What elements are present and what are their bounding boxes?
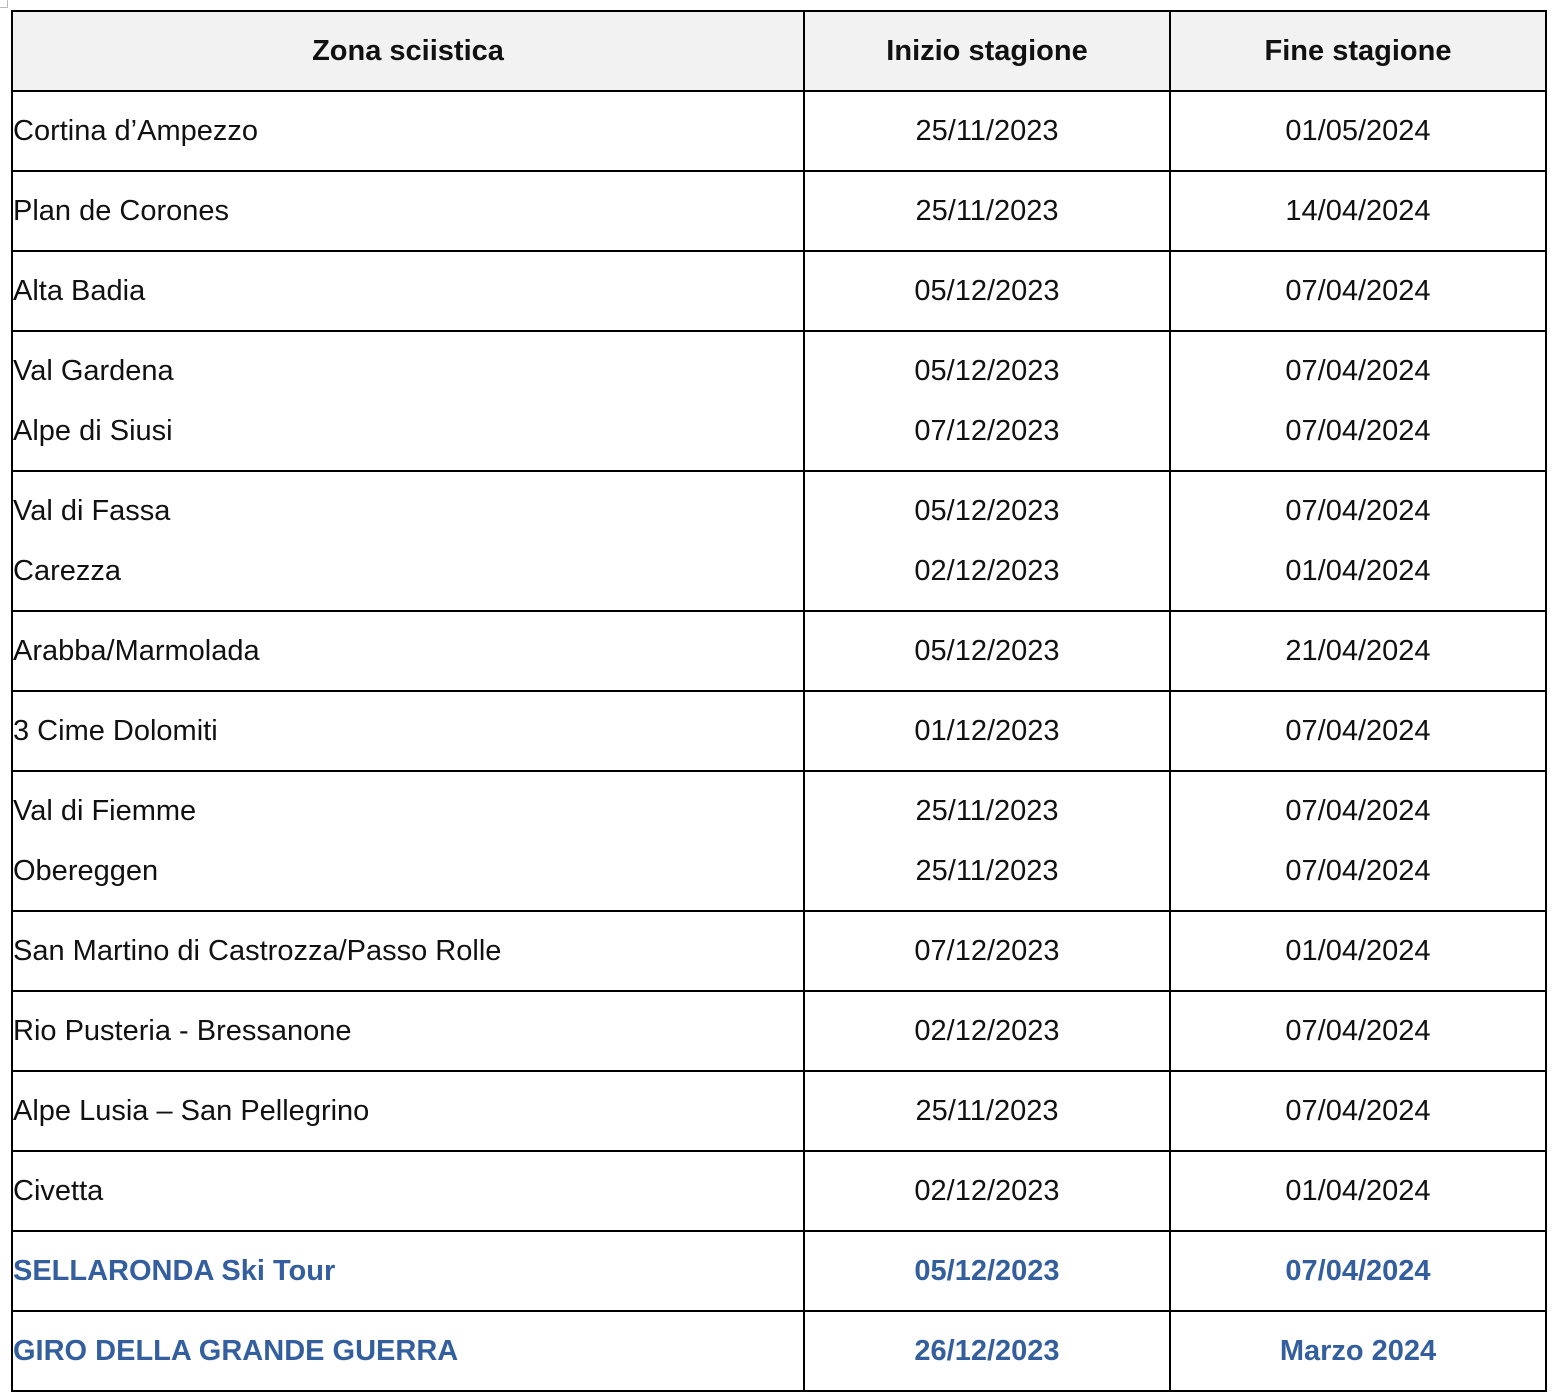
header-fine-stagione: Fine stagione — [1170, 11, 1546, 91]
table-row — [12, 471, 1546, 611]
end-date: 01/04/2024 — [1285, 1175, 1431, 1207]
table-header — [12, 11, 1546, 91]
end-date: 07/04/2024 — [1285, 715, 1431, 747]
table-row — [12, 611, 1546, 691]
end-date-cell — [1170, 251, 1546, 331]
end-date-cell — [1170, 1311, 1546, 1391]
start-date: 05/12/2023 — [914, 275, 1060, 307]
end-date-cell — [1170, 471, 1546, 611]
end-date-cell — [1170, 331, 1546, 471]
end-date-cell — [1170, 1071, 1546, 1151]
zone-name: GIRO DELLA GRANDE GUERRA — [13, 1335, 459, 1367]
end-date: 07/04/2024 — [1285, 1095, 1431, 1127]
table-row — [12, 91, 1546, 171]
start-date-cell — [804, 171, 1170, 251]
start-date-cell — [804, 471, 1170, 611]
table-row — [12, 1311, 1546, 1391]
end-date-cell — [1170, 691, 1546, 771]
zone-name: Arabba/Marmolada — [13, 635, 260, 667]
start-date-cell — [804, 611, 1170, 691]
start-date: 25/11/2023 — [915, 1095, 1059, 1127]
zone-cell — [12, 1311, 804, 1391]
start-date: 05/12/2023 — [914, 495, 1060, 527]
start-date: 02/12/2023 — [914, 1015, 1060, 1047]
table-row — [12, 331, 1546, 471]
table-row — [12, 171, 1546, 251]
start-date: 25/11/2023 — [915, 195, 1059, 227]
header-inizio-stagione: Inizio stagione — [804, 11, 1170, 91]
start-date: 01/12/2023 — [914, 715, 1060, 747]
end-date-cell — [1170, 1151, 1546, 1231]
end-date: Marzo 2024 — [1279, 1335, 1437, 1367]
end-date: 21/04/2024 — [1285, 635, 1431, 667]
zone-cell — [12, 171, 804, 251]
table-row — [12, 991, 1546, 1071]
zone-name: 3 Cime Dolomiti — [13, 715, 218, 747]
start-date-cell — [804, 991, 1170, 1071]
start-date: 25/11/2023 — [915, 115, 1059, 147]
start-date: 25/11/2023 — [915, 795, 1059, 827]
start-date: 02/12/2023 — [914, 1175, 1060, 1207]
zone-name: Alpe Lusia – San Pellegrino — [13, 1095, 370, 1127]
end-date-cell — [1170, 1231, 1546, 1311]
end-date-cell — [1170, 171, 1546, 251]
end-date-cell — [1170, 611, 1546, 691]
start-date-cell — [804, 331, 1170, 471]
start-date: 05/12/2023 — [914, 1255, 1060, 1287]
zone-cell — [12, 1071, 804, 1151]
start-date: 02/12/2023 — [914, 555, 1060, 587]
end-date: 01/04/2024 — [1285, 935, 1431, 967]
zone-name: SELLARONDA Ski Tour — [13, 1255, 336, 1287]
start-date: 07/12/2023 — [914, 415, 1060, 447]
table-body — [12, 91, 1546, 1391]
start-date: 25/11/2023 — [915, 855, 1059, 887]
start-date: 26/12/2023 — [914, 1335, 1060, 1367]
start-date: 07/12/2023 — [914, 935, 1060, 967]
start-date-cell — [804, 1311, 1170, 1391]
start-date-cell — [804, 691, 1170, 771]
start-date-cell — [804, 1071, 1170, 1151]
end-date: 07/04/2024 — [1285, 855, 1431, 887]
start-date: 05/12/2023 — [914, 635, 1060, 667]
zone-name: Alpe di Siusi — [13, 415, 173, 447]
end-date: 07/04/2024 — [1285, 415, 1431, 447]
end-date: 07/04/2024 — [1285, 275, 1431, 307]
end-date-cell — [1170, 911, 1546, 991]
zone-cell — [12, 991, 804, 1071]
end-date: 07/04/2024 — [1285, 355, 1431, 387]
header-zona-sciistica: Zona sciistica — [12, 11, 804, 91]
end-date: 01/05/2024 — [1285, 115, 1431, 147]
zone-name: Civetta — [13, 1175, 104, 1207]
table-row — [12, 771, 1546, 911]
start-date-cell — [804, 911, 1170, 991]
zone-name: Plan de Corones — [13, 195, 230, 227]
zone-name: Rio Pusteria - Bressanone — [13, 1015, 352, 1047]
end-date: 07/04/2024 — [1285, 1015, 1431, 1047]
zone-cell — [12, 251, 804, 331]
start-date-cell — [804, 251, 1170, 331]
zone-cell — [12, 91, 804, 171]
end-date-cell — [1170, 771, 1546, 911]
zone-name: Carezza — [13, 555, 121, 587]
zone-name: Alta Badia — [13, 275, 146, 307]
end-date-cell — [1170, 91, 1546, 171]
zone-name: Cortina d’Ampezzo — [13, 115, 258, 147]
start-date-cell — [804, 1151, 1170, 1231]
start-date: 05/12/2023 — [914, 355, 1060, 387]
zone-cell — [12, 1151, 804, 1231]
table-row — [12, 1071, 1546, 1151]
end-date: 07/04/2024 — [1285, 495, 1431, 527]
table-row — [12, 1231, 1546, 1311]
zone-cell — [12, 611, 804, 691]
zone-name: Obereggen — [13, 855, 159, 887]
start-date-cell — [804, 91, 1170, 171]
zone-cell — [12, 471, 804, 611]
start-date-cell — [804, 771, 1170, 911]
zone-name: Val di Fiemme — [13, 795, 197, 827]
zone-name: Val Gardena — [13, 355, 174, 387]
end-date-cell — [1170, 991, 1546, 1071]
ski-season-table — [11, 10, 1547, 1392]
zone-name: Val di Fassa — [13, 495, 171, 527]
zone-cell — [12, 771, 804, 911]
zone-cell — [12, 691, 804, 771]
zone-name: San Martino di Castrozza/Passo Rolle — [13, 935, 502, 967]
end-date: 07/04/2024 — [1285, 795, 1431, 827]
start-date-cell — [804, 1231, 1170, 1311]
end-date: 14/04/2024 — [1285, 195, 1431, 227]
table-row — [12, 911, 1546, 991]
zone-cell — [12, 911, 804, 991]
zone-cell — [12, 331, 804, 471]
zone-cell — [12, 1231, 804, 1311]
end-date: 07/04/2024 — [1285, 1255, 1431, 1287]
table-row — [12, 1151, 1546, 1231]
page-corner-mark — [0, 0, 8, 8]
table-row — [12, 691, 1546, 771]
end-date: 01/04/2024 — [1285, 555, 1431, 587]
table-row — [12, 251, 1546, 331]
